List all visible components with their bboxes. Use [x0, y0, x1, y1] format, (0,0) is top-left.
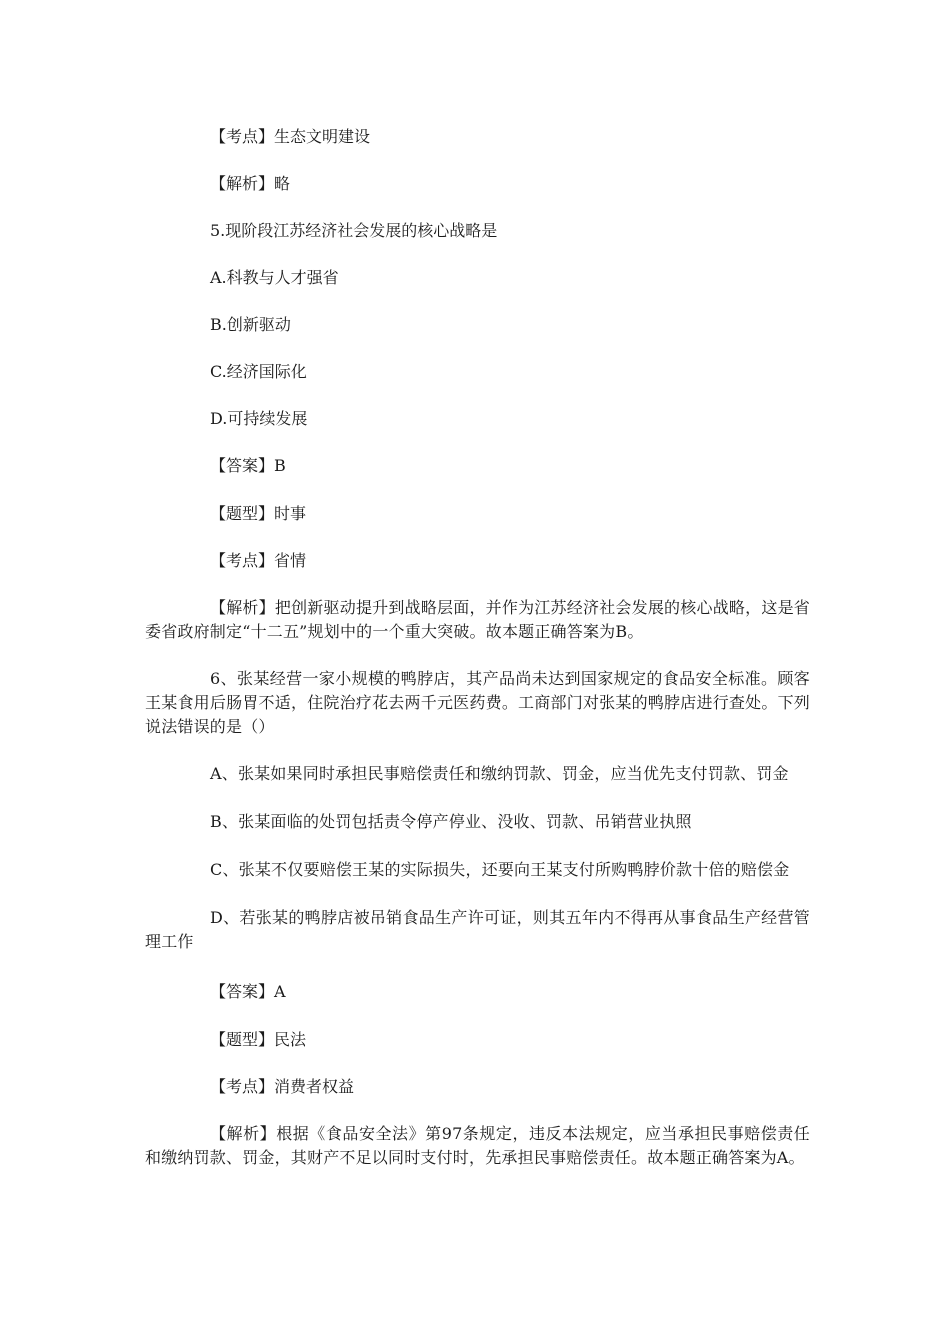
q5-kaodian: 【考点】省情 [210, 551, 307, 570]
q6-option-c: C、张某不仅要赔偿王某的实际损失，还要向王某支付所购鸭脖价款十倍的赔偿金 [210, 860, 790, 879]
q4-kaodian: 【考点】生态文明建设 [210, 127, 371, 146]
q6-jiexi: 【解析】根据《食品安全法》第97条规定，违反本法规定，应当承担民事赔偿责任和缴纳罚款、罚金，其财产不足以同时支付时，先承担民事赔偿责任。故本题正确答案为A。 [145, 1124, 810, 1167]
q6-option-b: B、张某面临的处罚包括责令停产停业、没收、罚款、吊销营业执照 [210, 812, 692, 831]
q5-option-b: B.创新驱动 [210, 315, 291, 334]
q5-option-d: D.可持续发展 [210, 409, 308, 428]
q5-tixing: 【题型】时事 [210, 504, 307, 523]
q6-kaodian: 【考点】消费者权益 [210, 1077, 355, 1096]
q6-option-a: A、张某如果同时承担民事赔偿责任和缴纳罚款、罚金，应当优先支付罚款、罚金 [210, 764, 789, 783]
q6-option-d: D、若张某的鸭脖店被吊销食品生产许可证，则其五年内不得再从事食品生产经营管理工作 [145, 908, 810, 951]
q5-option-c: C.经济国际化 [210, 362, 307, 381]
q5-answer: 【答案】B [210, 456, 286, 475]
q6-stem: 6、张某经营一家小规模的鸭脖店，其产品尚未达到国家规定的食品安全标准。顾客王某食用后肠胃不适，住院治疗花去两千元医药费。工商部门对张某的鸭脖店进行查处。下列说法错误的是（） [145, 669, 810, 736]
q5-stem: 5.现阶段江苏经济社会发展的核心战略是 [210, 221, 498, 240]
q4-jiexi: 【解析】略 [210, 174, 291, 193]
q5-option-a: A.科教与人才强省 [210, 268, 339, 287]
q6-answer: 【答案】A [210, 982, 286, 1001]
q5-jiexi: 【解析】把创新驱动提升到战略层面，并作为江苏经济社会发展的核心战略，这是省委省政府制定“十二五”规划中的一个重大突破。故本题正确答案为B。 [145, 598, 810, 641]
q6-tixing: 【题型】民法 [210, 1030, 307, 1049]
